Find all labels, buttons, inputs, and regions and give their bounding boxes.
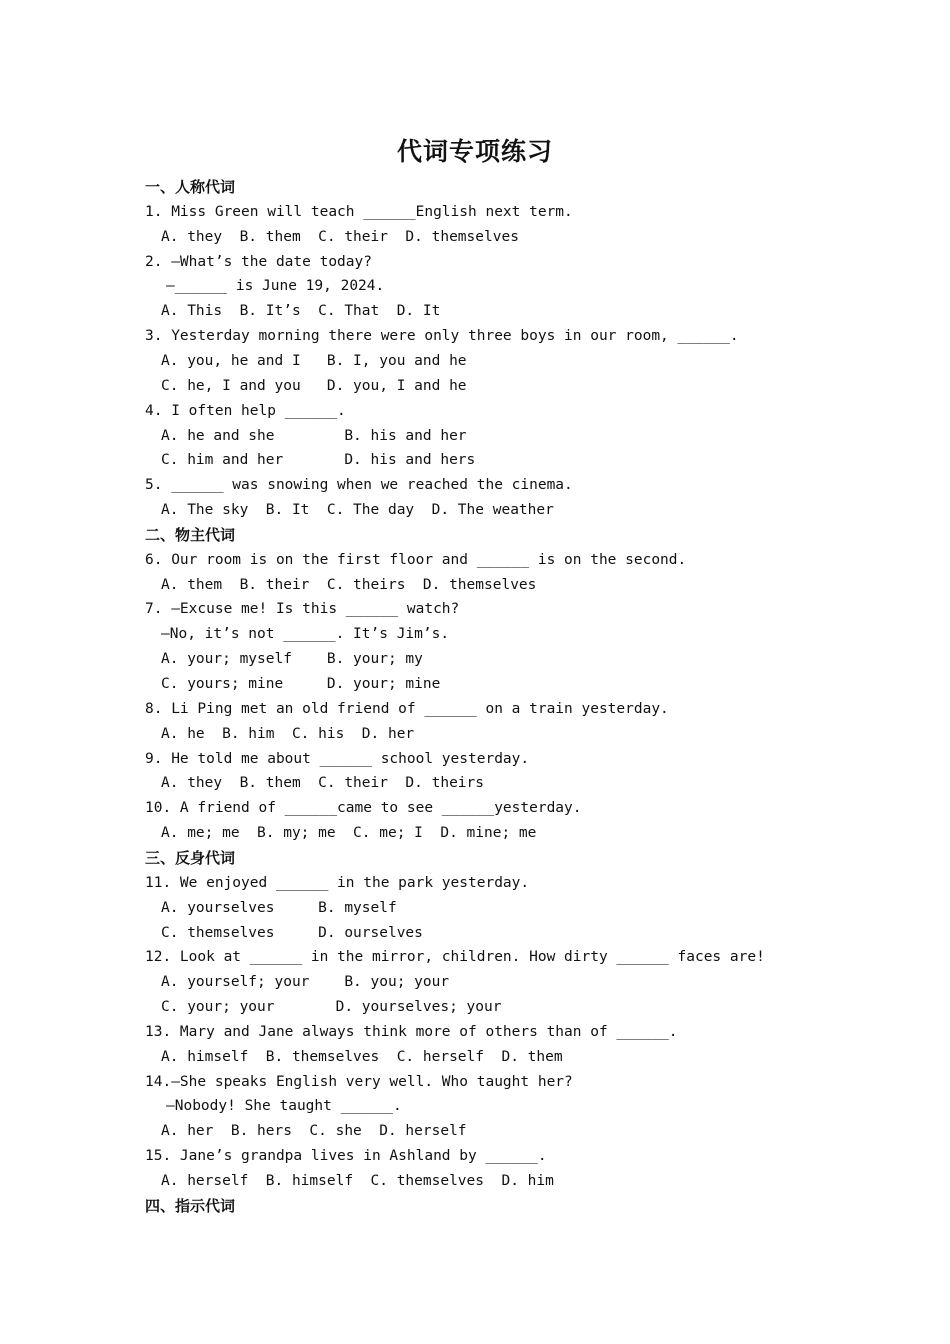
question-text: 13. Mary and Jane always think more of others than of ______. [145, 1023, 678, 1040]
question-text: 15. Jane’s grandpa lives in Ashland by ______. [145, 1148, 547, 1165]
section-heading: 二、物主代词 [145, 525, 236, 544]
question-text: 12. Look at ______ in the mirror, children. How dirty ______ faces are! [145, 949, 765, 966]
answer-options: C. he, I and you D. you, I and he [161, 377, 467, 394]
answer-options: A. they B. them C. their D. theirs [161, 775, 485, 792]
question-text: 8. Li Ping met an old friend of ______ on a train yesterday. [145, 700, 669, 717]
question-text: 11. We enjoyed ______ in the park yesterday. [145, 874, 530, 891]
question-text: 5. ______ was snowing when we reached the cinema. [145, 477, 573, 494]
question-text: 3. Yesterday morning there were only three boys in our room, ______. [145, 328, 739, 345]
answer-options: A. you, he and I B. I, you and he [161, 352, 467, 369]
answer-options: A. This B. It’s C. That D. It [161, 303, 441, 320]
answer-options: A. himself B. themselves C. herself D. them [161, 1048, 563, 1065]
answer-options: A. herself B. himself C. themselves D. him [161, 1173, 554, 1189]
question-text: 2. —What’s the date today? [145, 253, 372, 270]
answer-options: A. them B. their C. theirs D. themselves [161, 576, 537, 593]
answer-options: A. he B. him C. his D. her [161, 725, 415, 742]
question-text: 1. Miss Green will teach ______English next term. [145, 203, 573, 220]
answer-options: A. he and she B. his and her [161, 427, 467, 444]
answer-options: C. your; your D. yourselves; your [161, 999, 502, 1016]
dialogue-line: —Nobody! She taught ______. [166, 1098, 402, 1115]
question-text: 10. A friend of ______came to see ______yesterday. [145, 800, 582, 817]
answer-options: A. they B. them C. their D. themselves [161, 228, 519, 245]
answer-options: C. yours; mine D. your; mine [161, 676, 441, 692]
answer-options: A. her B. hers C. she D. herself [161, 1123, 467, 1140]
answer-options: A. The sky B. It C. The day D. The weather [161, 502, 554, 519]
section-heading: 三、反身代词 [145, 848, 236, 867]
question-text: 4. I often help ______. [145, 402, 346, 419]
answer-options: C. him and her D. his and hers [161, 452, 476, 469]
question-text: 9. He told me about ______ school yesterday. [145, 750, 530, 767]
section-heading: 一、人称代词 [145, 178, 236, 196]
question-text: 7. —Excuse me! Is this ______ watch? [145, 601, 460, 618]
question-text: 14.—She speaks English very well. Who taught her? [145, 1073, 573, 1090]
answer-options: C. themselves D. ourselves [161, 924, 423, 941]
answer-options: A. yourselves B. myself [161, 899, 397, 916]
answer-options: —No, it’s not ______. It’s Jim’s. [161, 626, 450, 643]
answer-options: A. your; myself B. your; my [161, 651, 423, 668]
question-text: 6. Our room is on the first floor and ______ is on the second. [145, 551, 687, 568]
answer-options: A. yourself; your B. you; your [161, 974, 450, 991]
answer-options: A. me; me B. my; me C. me; I D. mine; me [161, 825, 537, 842]
dialogue-line: —______ is June 19, 2024. [166, 278, 385, 295]
section-heading: 四、指示代词 [145, 1196, 236, 1215]
document-title: 代词专项练习 [396, 137, 553, 166]
